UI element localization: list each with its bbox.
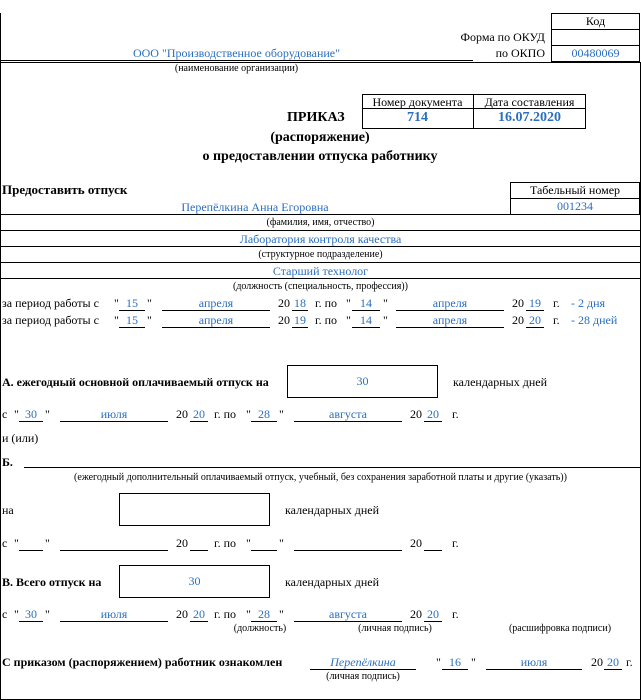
section-total-label: В. Всего отпуск на (2, 575, 102, 589)
ack-year: 20 (604, 655, 622, 670)
period-label: за период работы с (2, 296, 99, 310)
okud-label: Форма по ОКУД (460, 30, 545, 44)
section-b-caption: (ежегодный дополнительный оплачиваемый отпуск, учебный, без сохранения заработной платы и другие (указать)) (74, 472, 567, 483)
ack-label: С приказом (распоряжением) работник ознакомлен (2, 655, 283, 669)
section-total-from-year: 20 (190, 607, 208, 622)
section-a-days: 30 (287, 365, 438, 398)
section-a-from-year: 20 (190, 407, 208, 422)
period-to-year: 19 (526, 296, 544, 311)
doc-number: 714 (407, 110, 428, 125)
section-total-from-month: июля (60, 607, 168, 622)
employee-fio: Перепёлкина Анна Егоровна (181, 200, 329, 214)
doc-date: 16.07.2020 (498, 110, 561, 125)
section-total-to-month: августа (294, 607, 402, 622)
org-name: ООО "Производственное оборудование" (132, 46, 341, 60)
order-title: ПРИКАЗ (287, 110, 345, 125)
section-a-days-label: календарных дней (453, 375, 548, 389)
section-b-to-month (294, 536, 402, 551)
decode-caption: (расшифровка подписи) (508, 623, 612, 634)
or-label: и (или) (2, 431, 39, 445)
doc-number-label: Номер документа (372, 95, 463, 109)
period-from-month: апреля (162, 313, 270, 328)
tab-label: Табельный номер (529, 183, 621, 197)
period-to-day: 14 (352, 313, 380, 328)
org-caption: (наименование организации) (174, 63, 299, 74)
period-note: - 2 дня (571, 296, 606, 310)
section-total-days-label: календарных дней (285, 575, 380, 589)
okpo-label: по ОКПО (495, 46, 545, 60)
period-to-year: 20 (526, 313, 544, 328)
ack-sign-caption: (личная подпись) (326, 671, 400, 682)
section-b-from-month (60, 536, 168, 551)
ack-month: июля (486, 655, 582, 670)
section-b-to-day (251, 536, 277, 551)
section-b-to-year (424, 536, 442, 551)
period-to-month: апреля (396, 296, 504, 311)
period-from-year: 19 (294, 313, 306, 327)
period-to-day: 14 (352, 296, 380, 311)
period-from-year: 18 (294, 296, 306, 310)
code-label: Код (585, 14, 606, 28)
section-a-to-day: 28 (251, 407, 277, 422)
section-a-label: А. ежегодный основной оплачиваемый отпуск на (2, 375, 269, 389)
section-total-to-day: 28 (251, 607, 277, 622)
okpo-value: 00480069 (571, 46, 620, 60)
grant-label: Предоставить отпуск (2, 182, 128, 197)
fio-caption: (фамилия, имя, отчество) (266, 217, 375, 228)
position-caption: (должность) (233, 623, 287, 634)
section-a-from-month: июля (60, 407, 168, 422)
employee-position: Старший технолог (272, 264, 369, 278)
employee-department: Лаборатория контроля качества (239, 232, 402, 246)
sign-caption: (личная подпись) (358, 623, 432, 634)
period-label: за период работы с (2, 313, 99, 327)
department-caption: (структурное подразделение) (258, 249, 383, 260)
section-b-days-label: календарных дней (285, 503, 380, 517)
ack-day: 16 (442, 655, 468, 670)
section-a-to-month: августа (294, 407, 402, 422)
section-total-to-year: 20 (424, 607, 442, 622)
period-note: - 28 дней (571, 313, 618, 327)
ack-signature: Перепёлкина (310, 655, 416, 670)
period-from-day: 15 (119, 313, 145, 328)
section-b-from-year (190, 536, 208, 551)
section-a-from-day: 30 (19, 407, 43, 422)
section-b-label: Б. (2, 455, 13, 469)
period-from-day: 15 (119, 296, 145, 311)
position-caption: (должность (специальность, профессия)) (233, 281, 408, 292)
doc-date-label: Дата составления (484, 95, 575, 109)
section-b-days (119, 493, 270, 526)
order-subtitle: (распоряжение) (270, 130, 370, 145)
tab-number: 001234 (557, 199, 593, 213)
section-total-from-day: 30 (19, 607, 43, 622)
section-total-days: 30 (119, 565, 270, 598)
period-from-month: апреля (162, 296, 270, 311)
section-a-to-year: 20 (424, 407, 442, 422)
period-to-month: апреля (396, 313, 504, 328)
order-topic: о предоставлении отпуска работнику (202, 149, 438, 164)
section-b-from-day (19, 536, 43, 551)
